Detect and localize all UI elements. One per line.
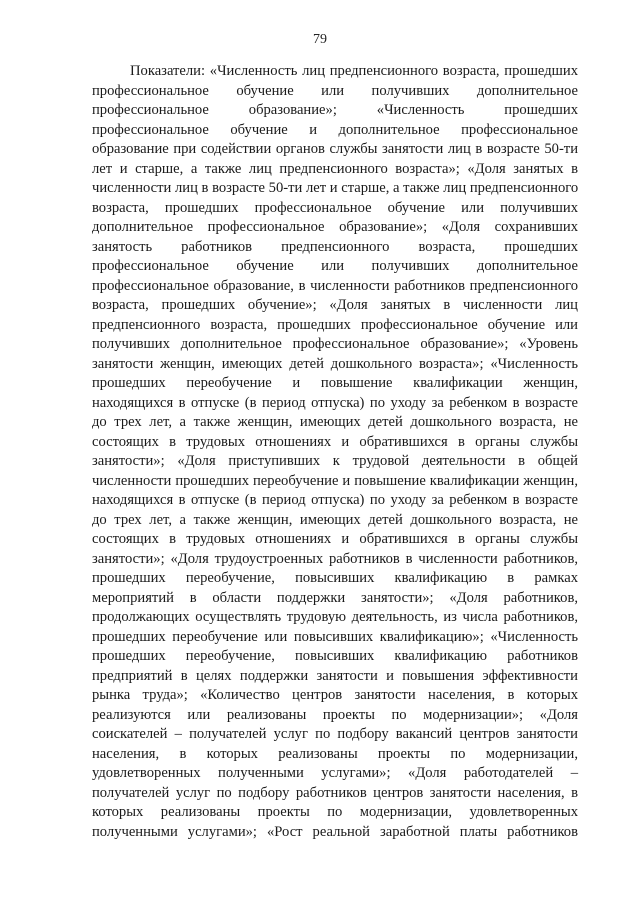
text-line: возраста, прошедших профессиональное обучение или получивших: [92, 199, 578, 216]
text-line: занятость работников предпенсионного возраста, прошедших: [92, 238, 578, 255]
text-line: полученными услугами»; «Рост реальной заработной платы работников: [92, 823, 578, 840]
text-line: получивших дополнительное профессиональное образование»; «Уровень: [92, 336, 578, 352]
text-line: находящихся в отпуске (в период отпуска) по уходу за ребенком в возрасте: [92, 492, 578, 508]
text-line: профессиональное обучение или получивших дополнительное: [92, 82, 578, 99]
text-line: предпенсионного возраста, прошедших профессиональное обучение или: [92, 316, 578, 333]
text-line: дополнительное профессиональное образование»; «Доля сохранивших: [92, 219, 578, 235]
text-line: состоящих в трудовых отношениях и обратившихся в органы службы: [92, 531, 578, 547]
text-line: прошедших переобучение, повысивших квалификацию в рамках: [92, 570, 578, 586]
text-line: профессиональное образование, в численности работников предпенсионного: [92, 277, 578, 294]
text-line: продолжающих осуществлять трудовую деятельность, из числа работников,: [92, 609, 578, 625]
text-line: предприятий в целях поддержки занятости и повышения эффективности: [92, 667, 578, 684]
text-line: до трех лет, а также женщин, имеющих детей дошкольного возраста, не: [92, 414, 578, 430]
text-line: профессиональное обучение и дополнительное профессиональное: [92, 121, 578, 138]
text-line: возраста, прошедших обучение»; «Доля занятых в численности лиц: [92, 297, 578, 313]
text-line: прошедших переобучение и повышение квалификации женщин,: [92, 375, 578, 391]
text-line: получателей услуг по подбору работников центров занятости населения, в: [92, 784, 578, 801]
text-line: удовлетворенных полученными услугами»; «Доля работодателей –: [92, 765, 578, 781]
text-line: находящихся в отпуске (в период отпуска) по уходу за ребенком в возрасте: [92, 394, 578, 411]
page-number: 79: [313, 32, 327, 47]
text-line: занятости женщин, имеющих детей дошкольного возраста»; «Численность: [92, 355, 578, 372]
text-line: профессиональное обучение или получивших дополнительное: [92, 258, 578, 274]
text-line: лет и старше, а также лиц предпенсионного возраста»; «Доля занятых в: [92, 160, 578, 177]
text-line: состоящих в трудовых отношениях и обратившихся в органы службы: [92, 433, 578, 450]
text-line: населения, в которых реализованы проекты по модернизации,: [92, 745, 578, 762]
text-line: занятости»; «Доля трудоустроенных работников в численности работников,: [92, 550, 578, 567]
text-line: профессиональное образование»; «Численность прошедших: [92, 102, 578, 118]
text-line: реализуются или реализованы проекты по модернизации»; «Доля: [92, 706, 578, 723]
text-line: численности лиц в возрасте 50-ти лет и старше, а также лиц предпенсионного: [92, 180, 579, 196]
indicators-paragraph: [92, 62, 578, 842]
text-line: рынка труда»; «Количество центров занятости населения, в которых: [92, 687, 578, 703]
text-line: Показатели: «Численность лиц предпенсионного возраста, прошедших: [130, 63, 578, 79]
text-line: до трех лет, а также женщин, имеющих детей дошкольного возраста, не: [92, 511, 578, 528]
text-line: образование при содействии органов службы занятости лиц в возрасте 50-ти: [92, 141, 578, 157]
text-line: мероприятий в области поддержки занятости»; «Доля работников,: [92, 589, 578, 606]
text-line: численности прошедших переобучение и повышение квалификации женщин,: [92, 472, 578, 489]
text-line: которых реализованы проекты по модернизации, удовлетворенных: [92, 804, 578, 820]
text-line: соискателей – получателей услуг по подбору вакансий центров занятости: [92, 726, 578, 742]
text-line: занятости»; «Доля приступивших к трудовой деятельности в общей: [92, 453, 578, 469]
text-line: прошедших переобучение, повысивших квалификацию работников: [92, 648, 578, 664]
text-line: прошедших переобучение или повысивших квалификацию»; «Численность: [92, 628, 578, 645]
